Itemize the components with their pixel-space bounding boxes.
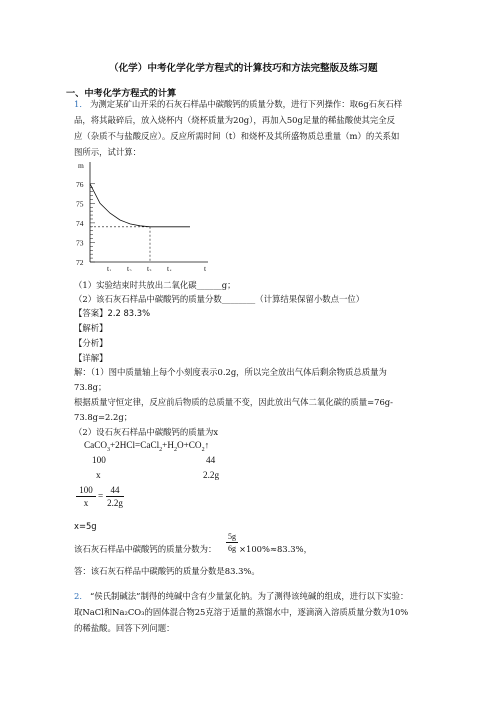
sub-question-1: （1）实验结束时共放出二氧化碳______g； [74,280,236,290]
section-heading: 一、中考化学方程式的计算 [66,88,177,99]
question-2-line: 的稀盐酸。回答下列问题： [74,623,175,633]
question-1-line: 图所示，试计算： [74,147,141,157]
solution-line: 73.8g=2.2g； [74,412,133,422]
fraction-left: 100 x [76,485,96,508]
solution-line: 根据质量守恒定律，反应前后物质的总质量不变，因此放出气体二氧化碳的质量=76g- [74,397,393,407]
y-tick-label: 72 [76,258,84,267]
fraction-right: 44 2.2g [107,485,123,508]
sub-question-2: （2）该石灰石样品中碳酸钙的质量分数________（计算结果保留小数点一位） [74,294,365,304]
y-axis-label: m [78,161,84,170]
equals-sign: = [98,491,104,501]
fenxi-label: 【分析】 [74,338,108,348]
question-1-line: 品，将其敲碎后，放入烧杯内（烧杯质量为20g），再加入50g足量的稀盐酸使其完全反 [74,115,395,125]
question-2-line: 取NaCl和Na₂CO₃的固体混合物25克溶于适量的蒸馏水中，逐滴滴入溶质质量分数为10% [74,607,409,617]
y-tick-label: 76 [76,179,84,189]
question-2-line: “侯氏制碱法”制得的纯碱中含有少量氯化钠。为了测得该纯碱的组成，进行以下实验： [90,591,409,601]
question-1-line: 为测定某矿山开采的石灰石样品中碳酸钙的质量分数，进行下列操作：取6g石灰石样 [90,99,403,109]
question-1-line: 应（杂质不与盐酸反应）。反应所需时间（t）和烧杯及其所盛物质总重量（m）的关系如 [74,131,400,141]
x-result: x=5g [74,521,97,531]
chemical-equation: $CaCO_3+2HCl=CaCl_2+H_2O+CO_2↑$ [84,440,210,453]
page-title: （化学）中考化学化学方程式的计算技巧和方法完整版及练习题 [109,63,378,74]
x-tick-label: t₁ [107,264,112,271]
question-2-number: 2． [74,591,88,601]
x-tick-label: t₄ [167,264,172,271]
x-tick-label: t₂ [127,264,132,271]
molar-mass-caco3: 100 [92,455,106,465]
unknown-x: x [96,470,101,480]
x-tick-label: t₃ [147,264,152,271]
co2-mass: 2.2g [203,470,220,480]
percentage-suffix: ×100%≈83.3%， [239,544,312,554]
final-answer: 答：该石灰石样品中碳酸钙的质量分数是83.3%。 [74,566,260,576]
percentage-fraction: 5g 6g [228,532,236,553]
solution-line: 73.8g； [74,382,107,392]
analysis-label: 【解析】 [74,323,108,333]
solution-line: 解：（1）图中质量轴上每个小刻度表示0.2g，所以完全放出气体后剩余物质总质量为 [74,367,387,377]
y-tick-label: 74 [76,218,84,228]
question-1-number: 1． [74,99,88,109]
mass-time-chart [74,156,224,271]
x-axis-label: t [204,264,207,271]
y-tick-label: 73 [76,238,84,248]
solution-line: （2）设石灰石样品中碳酸钙的质量为x [74,427,219,437]
detail-label: 【详解】 [74,353,108,363]
series-line [90,184,190,227]
percentage-prefix: 该石灰石样品中碳酸钙的质量分数为： [74,544,217,554]
molar-mass-co2: 44 [206,455,216,465]
answer-label: 【答案】2.2 83.3% [74,308,151,318]
y-tick-label: 75 [76,199,84,209]
